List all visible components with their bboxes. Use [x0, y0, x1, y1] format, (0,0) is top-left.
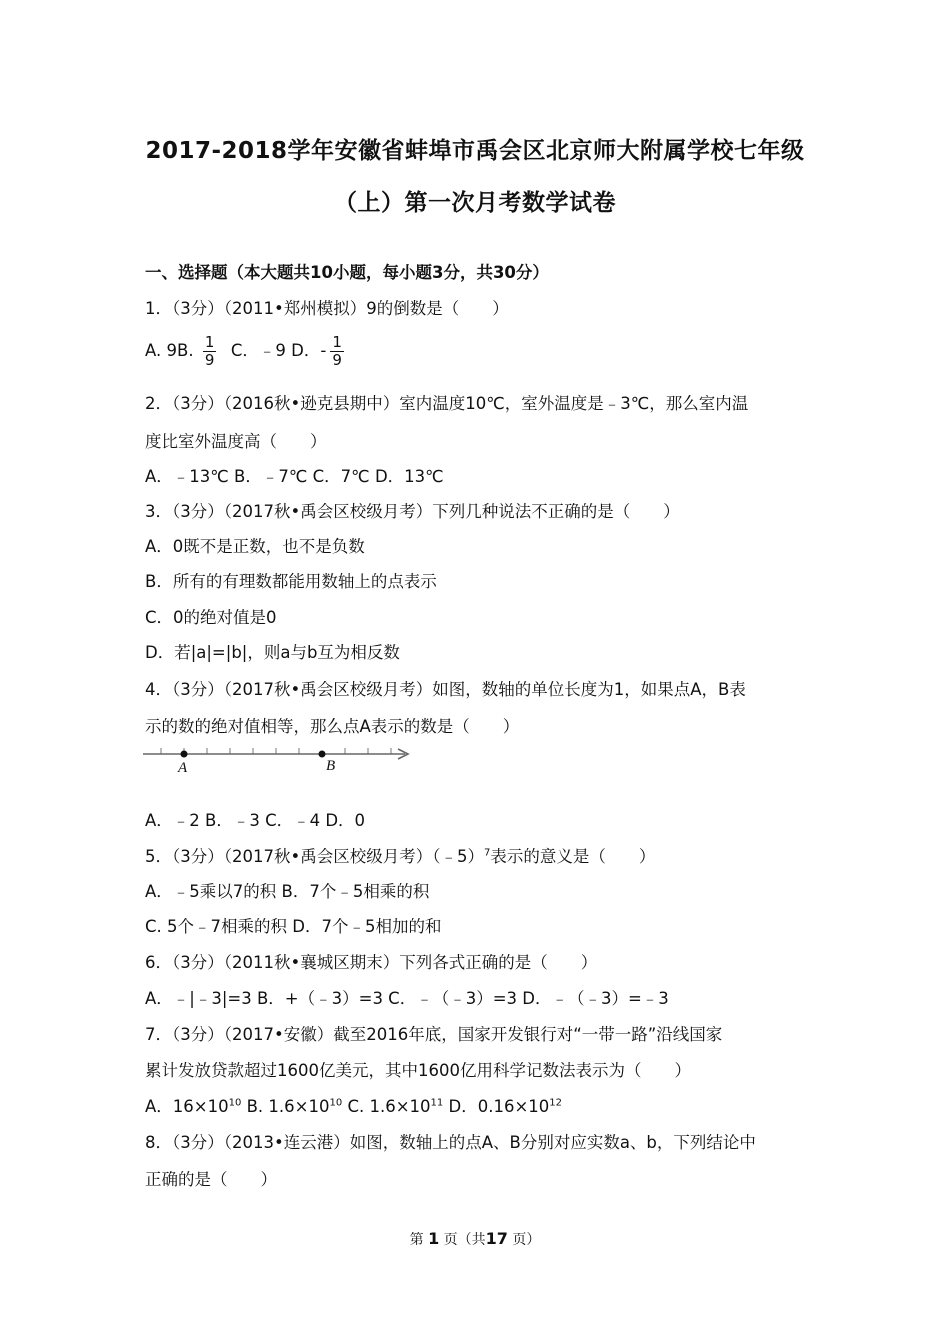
section-heading: 一、选择题（本大题共10小题，每小题3分，共30分） — [145, 263, 549, 282]
doc-title-line-2: （上）第一次月考数学试卷 — [334, 190, 616, 216]
q5-stem-start: 5．（3分）（2017秋•禹会区校级月考）（﹣5） — [145, 847, 484, 866]
point-b-dot — [319, 751, 326, 758]
doc-title-line-1: 2017-2018学年安徽省蚌埠市禹会区北京师大附属学校七年级 — [145, 138, 805, 164]
q1-option-a: A. 9 — [145, 341, 177, 360]
fraction-numerator: 1 — [204, 333, 215, 351]
point-a-label: A — [178, 760, 188, 776]
footer-prefix: 第 — [409, 1232, 424, 1248]
page-footer — [0, 1229, 950, 1249]
q7-option-b-exp: 10 — [329, 1097, 343, 1109]
q1-option-d-sign: - — [320, 341, 327, 360]
q3-stem: 3．（3分）（2017秋•禹会区校级月考）下列几种说法不正确的是（ ） — [145, 502, 680, 521]
q7-option-a: A．16×10 — [145, 1097, 229, 1116]
q8-stem-line-1: 8．（3分）（2013•连云港）如图，数轴上的点A、B分别对应实数a、b，下列结论中 — [145, 1133, 756, 1152]
fraction-denominator: 9 — [332, 351, 342, 369]
q2-stem-line-2: 度比室外温度高（ ） — [145, 432, 327, 451]
footer-suffix: 页） — [512, 1232, 541, 1248]
q5-options-line-2: C. 5个﹣7相乘的积 D．7个﹣5相加的和 — [145, 917, 442, 936]
q2-options: A．﹣13℃ B．﹣7℃ C．7℃ D．13℃ — [145, 467, 444, 486]
q3-option-c: C．0的绝对值是0 — [145, 608, 277, 627]
q5-stem — [145, 843, 655, 867]
q1-option-c: C．﹣9 — [230, 341, 286, 360]
q1-option-b-label: B. — [177, 341, 194, 360]
q7-option-c-exp: 11 — [430, 1097, 444, 1109]
q4-options: A．﹣2 B．﹣3 C．﹣4 D．0 — [145, 811, 366, 830]
q7-stem-line-2: 累计发放贷款超过1600亿美元，其中1600亿用科学记数法表示为（ ） — [145, 1061, 691, 1080]
q3-option-b: B．所有的有理数都能用数轴上的点表示 — [145, 572, 437, 591]
q7-option-b: B. 1.6×10 — [241, 1097, 330, 1116]
q5-options-line-1: A．﹣5乘以7的积 B．7个﹣5相乘的积 — [145, 882, 430, 901]
footer-page-number: 1 — [428, 1229, 440, 1248]
q4-stem-line-2: 示的数的绝对值相等，那么点A表示的数是（ ） — [145, 717, 520, 736]
q7-option-a-exp: 10 — [228, 1097, 242, 1109]
q6-options: A．﹣|﹣3|=3 B．+（﹣3）=3 C．﹣（﹣3）=3 D．﹣（﹣3）=﹣3 — [145, 989, 669, 1008]
q4-stem-line-1: 4．（3分）（2017秋•禹会区校级月考）如图，数轴的单位长度为1，如果点A，B表 — [145, 680, 746, 699]
q7-options — [145, 1093, 562, 1117]
q1-option-b-fraction — [203, 334, 217, 369]
point-a-dot — [181, 751, 188, 758]
footer-middle: 页（共 — [443, 1232, 486, 1248]
q7-option-d: D．0.16×10 — [443, 1097, 550, 1116]
q1-option-d-label: D． — [291, 341, 321, 360]
q8-stem-line-2: 正确的是（ ） — [145, 1170, 277, 1189]
point-b-label: B — [326, 758, 336, 774]
q3-option-a: A．0既不是正数，也不是负数 — [145, 537, 365, 556]
q2-stem-line-1: 2．（3分）（2016秋•逊克县期中）室内温度10℃，室外温度是﹣3℃，那么室内温 — [145, 394, 749, 413]
q1-options — [145, 334, 348, 369]
q1-stem: 1．（3分）（2011•郑州模拟）9的倒数是（ ） — [145, 299, 509, 318]
q7-option-c: C. 1.6×10 — [342, 1097, 431, 1116]
footer-total-pages: 17 — [485, 1229, 508, 1248]
q6-stem: 6．（3分）（2011秋•襄城区期末）下列各式正确的是（ ） — [145, 953, 598, 972]
q5-stem-end: 表示的意义是（ ） — [490, 847, 656, 866]
q4-number-line — [143, 742, 418, 776]
q5-exponent: 7 — [483, 847, 491, 859]
q7-option-d-exp: 12 — [549, 1097, 563, 1109]
q1-option-d-fraction — [330, 334, 344, 369]
fraction-numerator: 1 — [332, 333, 342, 351]
fraction-denominator: 9 — [204, 351, 215, 369]
q3-option-d: D．若|a|=|b|，则a与b互为相反数 — [145, 643, 400, 662]
q7-stem-line-1: 7．（3分）（2017•安徽）截至2016年底，国家开发银行对“一带一路”沿线国家 — [145, 1025, 723, 1044]
number-line-ticks — [161, 748, 391, 754]
